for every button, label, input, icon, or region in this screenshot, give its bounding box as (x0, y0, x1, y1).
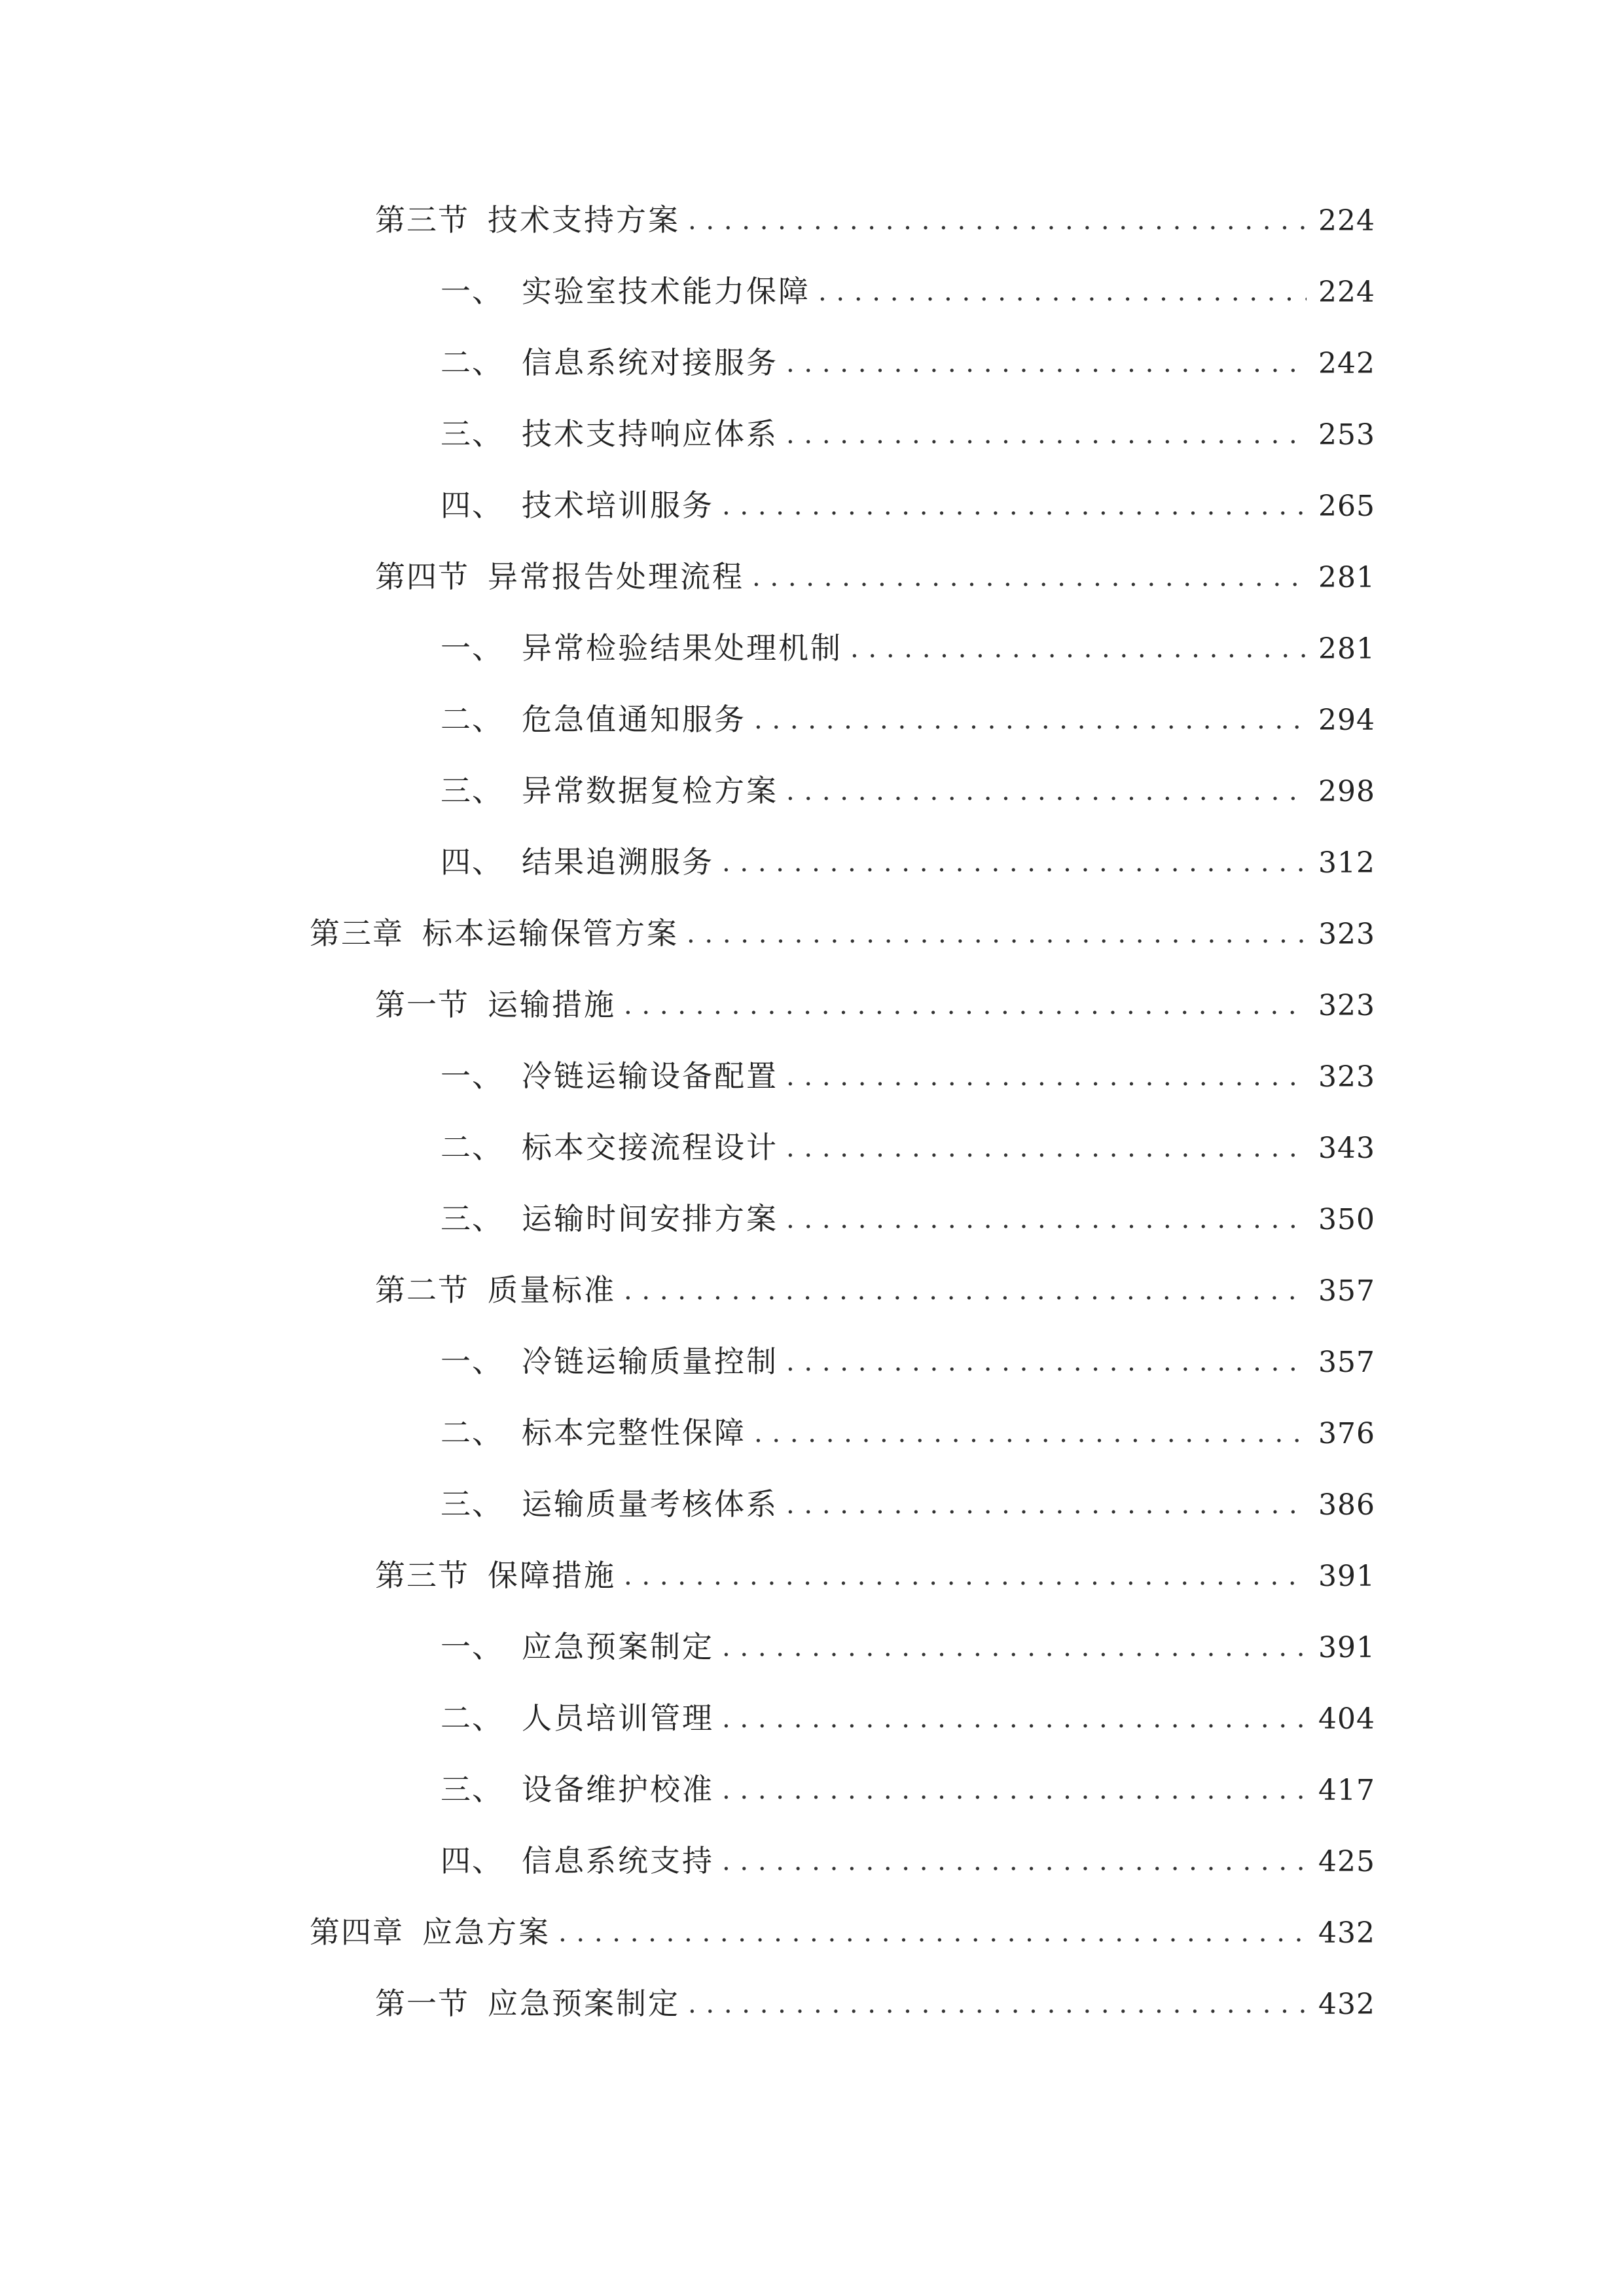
toc-entry[interactable] (441, 479, 1375, 531)
toc-entry-prefix: 一、 (441, 1058, 503, 1094)
toc-entry-title: 标本交接流程设计 (522, 1130, 778, 1165)
toc-entry-title: 异常数据复检方案 (522, 773, 778, 808)
toc-entry-prefix: 第一节 (375, 987, 469, 1022)
toc-entry-page-number: 350 (1318, 1203, 1375, 1236)
toc-entry[interactable] (375, 194, 1375, 246)
toc-entry-title: 标本完整性保障 (522, 1415, 746, 1450)
toc-entry[interactable] (441, 1335, 1375, 1388)
toc-entry-page-number: 376 (1318, 1417, 1375, 1450)
toc-entry-prefix: 四、 (441, 488, 503, 523)
toc-entry[interactable] (375, 1977, 1375, 2030)
toc-entry[interactable] (441, 836, 1375, 888)
toc-entry-title: 人员培训管理 (522, 1700, 714, 1736)
toc-entry-title: 异常检验结果处理机制 (522, 630, 842, 666)
toc-entry-prefix: 二、 (441, 1415, 503, 1450)
toc-entry-page-number: 281 (1318, 632, 1375, 666)
toc-entry-prefix: 二、 (441, 1130, 503, 1165)
dot-leader (722, 1621, 1307, 1674)
toc-entry-prefix: 第三节 (375, 202, 469, 238)
toc-entry[interactable] (441, 1621, 1375, 1673)
toc-entry-page-number: 224 (1318, 204, 1375, 238)
toc-entry-page-number: 323 (1318, 989, 1375, 1022)
dot-leader (786, 1050, 1307, 1103)
toc-entry[interactable] (441, 693, 1375, 745)
toc-entry-page-number: 253 (1318, 418, 1375, 452)
toc-entry-title: 结果追溯服务 (522, 844, 714, 880)
toc-entry-page-number: 357 (1318, 1274, 1375, 1308)
toc-entry-prefix: 三、 (441, 1772, 503, 1807)
toc-entry[interactable] (441, 1835, 1375, 1887)
toc-entry[interactable] (441, 622, 1375, 674)
toc-entry-prefix: 三、 (441, 773, 503, 808)
toc-entry-title: 信息系统支持 (522, 1843, 714, 1878)
toc-entry-page-number: 298 (1318, 775, 1375, 808)
toc-entry-prefix: 一、 (441, 1629, 503, 1664)
toc-entry-prefix: 一、 (441, 630, 503, 666)
dot-leader (558, 1907, 1307, 1959)
toc-entry[interactable] (375, 1549, 1375, 1602)
toc-entry[interactable] (441, 408, 1375, 460)
toc-entry-title: 异常报告处理流程 (488, 559, 744, 594)
toc-entry-prefix: 第三节 (375, 1558, 469, 1593)
toc-entry-prefix: 一、 (441, 1344, 503, 1379)
toc-entry[interactable] (441, 1478, 1375, 1530)
toc-entry-page-number: 343 (1318, 1132, 1375, 1165)
toc-entry[interactable] (441, 265, 1375, 317)
toc-entry-title: 设备维护校准 (522, 1772, 714, 1807)
dot-leader (687, 908, 1307, 960)
toc-entry-title: 技术支持方案 (488, 202, 680, 238)
dot-leader (722, 480, 1307, 532)
toc-entry-title: 应急方案 (422, 1914, 550, 1950)
dot-leader (722, 1764, 1307, 1816)
dot-leader (786, 765, 1307, 817)
dot-leader (786, 1336, 1307, 1388)
dot-leader (624, 1265, 1307, 1317)
toc-entry[interactable] (441, 1407, 1375, 1459)
dot-leader (850, 622, 1307, 675)
toc-entry[interactable] (441, 1763, 1375, 1816)
toc-entry-prefix: 第一节 (375, 1986, 469, 2021)
toc-entry-page-number: 294 (1318, 704, 1375, 737)
toc-entry[interactable] (441, 764, 1375, 817)
dot-leader (786, 408, 1307, 461)
toc-entry-title: 信息系统对接服务 (522, 345, 778, 380)
dot-leader (754, 694, 1307, 746)
toc-entry-prefix: 第四章 (310, 1914, 404, 1950)
toc-entry-prefix: 第三章 (310, 916, 404, 951)
toc-entry-page-number: 432 (1318, 1916, 1375, 1950)
toc-entry-prefix: 三、 (441, 1486, 503, 1522)
toc-entry-prefix: 二、 (441, 702, 503, 737)
toc-entry-prefix: 三、 (441, 416, 503, 452)
dot-leader (786, 337, 1307, 389)
toc-entry-title: 技术培训服务 (522, 488, 714, 523)
toc-entry-title: 应急预案制定 (488, 1986, 680, 2021)
dot-leader (624, 979, 1307, 1031)
toc-entry-page-number: 404 (1318, 1702, 1375, 1736)
toc-entry[interactable] (375, 978, 1375, 1031)
toc-entry-page-number: 391 (1318, 1560, 1375, 1593)
toc-entry[interactable] (441, 1193, 1375, 1245)
toc-entry-title: 标本运输保管方案 (422, 916, 679, 951)
toc-entry-prefix: 一、 (441, 274, 503, 309)
toc-entry[interactable] (375, 550, 1375, 603)
dot-leader (752, 551, 1307, 603)
toc-entry-title: 应急预案制定 (522, 1629, 714, 1664)
toc-entry-title: 技术支持响应体系 (522, 416, 778, 452)
toc-entry-title: 质量标准 (488, 1272, 616, 1308)
toc-entry-title: 运输质量考核体系 (522, 1486, 778, 1522)
toc-entry-page-number: 432 (1318, 1988, 1375, 2021)
toc-entry-prefix: 第二节 (375, 1272, 469, 1308)
dot-leader (722, 1693, 1307, 1745)
toc-entry-prefix: 第四节 (375, 559, 469, 594)
dot-leader (754, 1407, 1307, 1460)
toc-entry-page-number: 312 (1318, 846, 1375, 880)
dot-leader (786, 1479, 1307, 1531)
toc-entry-page-number: 224 (1318, 276, 1375, 309)
dot-leader (786, 1193, 1307, 1246)
toc-entry-page-number: 357 (1318, 1346, 1375, 1379)
toc-entry-page-number: 281 (1318, 561, 1375, 594)
dot-leader (722, 1835, 1307, 1888)
toc-entry-page-number: 391 (1318, 1631, 1375, 1664)
dot-leader (786, 1122, 1307, 1174)
toc-entry-prefix: 四、 (441, 844, 503, 880)
toc-entry-page-number: 425 (1318, 1845, 1375, 1878)
toc-entry-prefix: 三、 (441, 1201, 503, 1236)
toc-entry-page-number: 323 (1318, 1060, 1375, 1094)
toc-entry[interactable] (310, 907, 1375, 960)
toc-entry-prefix: 二、 (441, 1700, 503, 1736)
toc-entry[interactable] (375, 1264, 1375, 1316)
dot-leader (722, 836, 1307, 889)
toc-entry-title: 冷链运输设备配置 (522, 1058, 778, 1094)
toc-entry-title: 实验室技术能力保障 (522, 274, 810, 309)
toc-entry[interactable] (441, 1692, 1375, 1744)
toc-entry-page-number: 265 (1318, 490, 1375, 523)
toc-entry-page-number: 242 (1318, 347, 1375, 380)
toc-entry[interactable] (441, 1050, 1375, 1102)
dot-leader (818, 266, 1307, 318)
dot-leader (688, 1978, 1307, 2030)
toc-entry-prefix: 四、 (441, 1843, 503, 1878)
toc-entry-prefix: 二、 (441, 345, 503, 380)
toc-entry-title: 危急值通知服务 (522, 702, 746, 737)
toc-entry-page-number: 323 (1318, 918, 1375, 951)
toc-entry-page-number: 417 (1318, 1774, 1375, 1807)
toc-entry-title: 运输措施 (488, 987, 616, 1022)
toc-entry-title: 运输时间安排方案 (522, 1201, 778, 1236)
toc-entry-title: 保障措施 (488, 1558, 616, 1593)
toc-entry-title: 冷链运输质量控制 (522, 1344, 778, 1379)
toc-entry[interactable] (441, 336, 1375, 389)
toc-entry[interactable] (441, 1121, 1375, 1174)
dot-leader (624, 1550, 1307, 1602)
toc-entry-page-number: 386 (1318, 1488, 1375, 1522)
toc-entry[interactable] (310, 1906, 1375, 1958)
dot-leader (688, 194, 1307, 247)
